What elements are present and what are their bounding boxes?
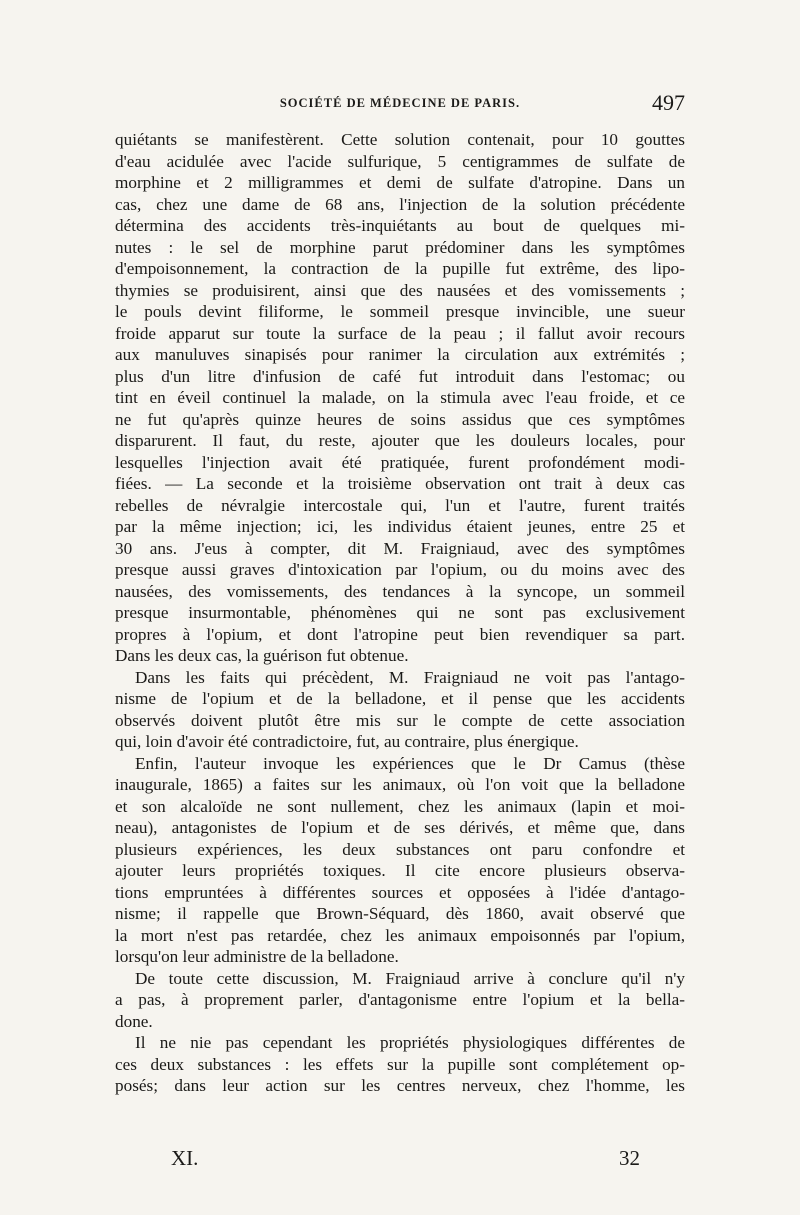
text-line: détermina des accidents très-inquiétants au bout de quelques mi-	[115, 216, 685, 235]
text-line: propres à l'opium, et dont l'atropine peut bien revendiquer sa part.	[115, 624, 685, 644]
signature-line	[115, 1146, 685, 1174]
text-line: Il ne nie pas cependant les propriétés physiologiques différentes de	[135, 1033, 685, 1052]
text-line: d'eau acidulée avec l'acide sulfurique, 5 centigrammes de sulfate de	[115, 151, 685, 171]
text-line: fiées. — La seconde et la troisième observation ont trait à deux cas	[115, 474, 685, 493]
text-line: observés doivent plutôt être mis sur le compte de cette association	[115, 710, 685, 730]
text-line: nutes : le sel de morphine parut prédominer dans les symptômes	[115, 237, 685, 257]
text-line: quiétants se manifestèrent. Cette solution contenait, pour 10 gouttes	[115, 130, 685, 149]
text-line: morphine et 2 milligrammes et demi de sulfate d'atropine. Dans un	[115, 173, 685, 192]
text-line: cas, chez une dame de 68 ans, l'injection de la solution précédente	[115, 194, 685, 214]
text-line: nausées, des vomissements, des tendances à la syncope, un sommeil	[115, 581, 685, 601]
text-line: ajouter leurs propriétés toxiques. Il cite encore plusieurs observa-	[115, 861, 685, 880]
text-line: presque insurmontable, phénomènes qui ne sont pas exclusivement	[115, 603, 685, 622]
text-line: Dans les deux cas, la guérison fut obtenue.	[115, 646, 409, 665]
signature-number: 32	[619, 1146, 640, 1170]
text-line: posés; dans leur action sur les centres nerveux, chez l'homme, les	[115, 1076, 685, 1095]
text-line: presque aussi graves d'intoxication par l'opium, ou du moins avec des	[115, 560, 685, 579]
text-line: neau), antagonistes de l'opium et de ses dérivés, et même que, dans	[115, 818, 685, 837]
text-line: qui, loin d'avoir été contradictoire, fut, au contraire, plus énergique.	[115, 732, 579, 751]
text-line: inaugurale, 1865) a faites sur les animaux, où l'on voit que la belladone	[115, 775, 685, 794]
text-line: le pouls devint filiforme, le sommeil presque invincible, une sueur	[115, 302, 685, 321]
page-number: 497	[652, 90, 685, 115]
volume-number: XI.	[171, 1146, 199, 1170]
text-line: et son alcaloïde ne sont nullement, chez les animaux (lapin et moi-	[115, 796, 685, 816]
text-line: d'empoisonnement, la contraction de la pupille fut extrême, des lipo-	[115, 259, 685, 278]
body-text	[115, 129, 685, 1097]
text-line: ne fut qu'après quinze heures de soins assidus que ces symptômes	[115, 409, 685, 429]
text-line: Dans les faits qui précèdent, M. Fraigniaud ne voit pas l'antago-	[135, 667, 685, 687]
text-line: De toute cette discussion, M. Fraigniaud arrive à conclure qu'il n'y	[135, 968, 685, 988]
text-line: nisme; il rappelle que Brown-Séquard, dès 1860, avait observé que	[115, 904, 685, 923]
text-line: nisme de l'opium et de la belladone, et il pense que les accidents	[115, 689, 685, 708]
text-line: 30 ans. J'eus à compter, dit M. Fraigniaud, avec des symptômes	[115, 538, 685, 558]
running-head	[115, 90, 685, 120]
text-line: tions empruntées à différentes sources et opposées à l'idée d'antago-	[115, 882, 685, 902]
text-line: a pas, à proprement parler, d'antagonisme entre l'opium et la bella-	[115, 990, 685, 1009]
text-line: froide apparut sur toute la surface de la peau ; il fallut avoir recours	[115, 323, 685, 343]
text-line: tint en éveil continuel la malade, on la stimula avec l'eau froide, et ce	[115, 388, 685, 407]
text-line: la mort n'est pas retardée, chez les animaux empoisonnés par l'opium,	[115, 925, 685, 945]
running-title: SOCIÉTÉ DE MÉDECINE DE PARIS.	[279, 96, 521, 110]
text-line: lorsqu'on leur administre de la belladone.	[115, 947, 399, 966]
text-line: ces deux substances : les effets sur la pupille sont complétement op-	[115, 1054, 685, 1074]
text-line: Enfin, l'auteur invoque les expériences que le Dr Camus (thèse	[135, 753, 685, 773]
text-line: aux manuluves sinapisés pour ranimer la circulation aux extrémités ;	[115, 345, 685, 364]
text-line: par la même injection; ici, les individus étaient jeunes, entre 25 et	[115, 517, 685, 536]
text-line: disparurent. Il faut, du reste, ajouter que les douleurs locales, pour	[115, 431, 685, 450]
text-line: thymies se produisirent, ainsi que des nausées et des vomissements ;	[115, 280, 685, 300]
text-line: lesquelles l'injection avait été pratiquée, furent profondément modi-	[115, 452, 685, 472]
text-line: plusieurs expériences, les deux substances ont paru confondre et	[115, 839, 685, 859]
text-line: done.	[115, 1011, 153, 1031]
text-line: rebelles de névralgie intercostale qui, l'un et l'autre, furent traités	[115, 495, 685, 515]
text-line: plus d'un litre d'infusion de café fut introduit dans l'estomac; ou	[115, 366, 685, 386]
